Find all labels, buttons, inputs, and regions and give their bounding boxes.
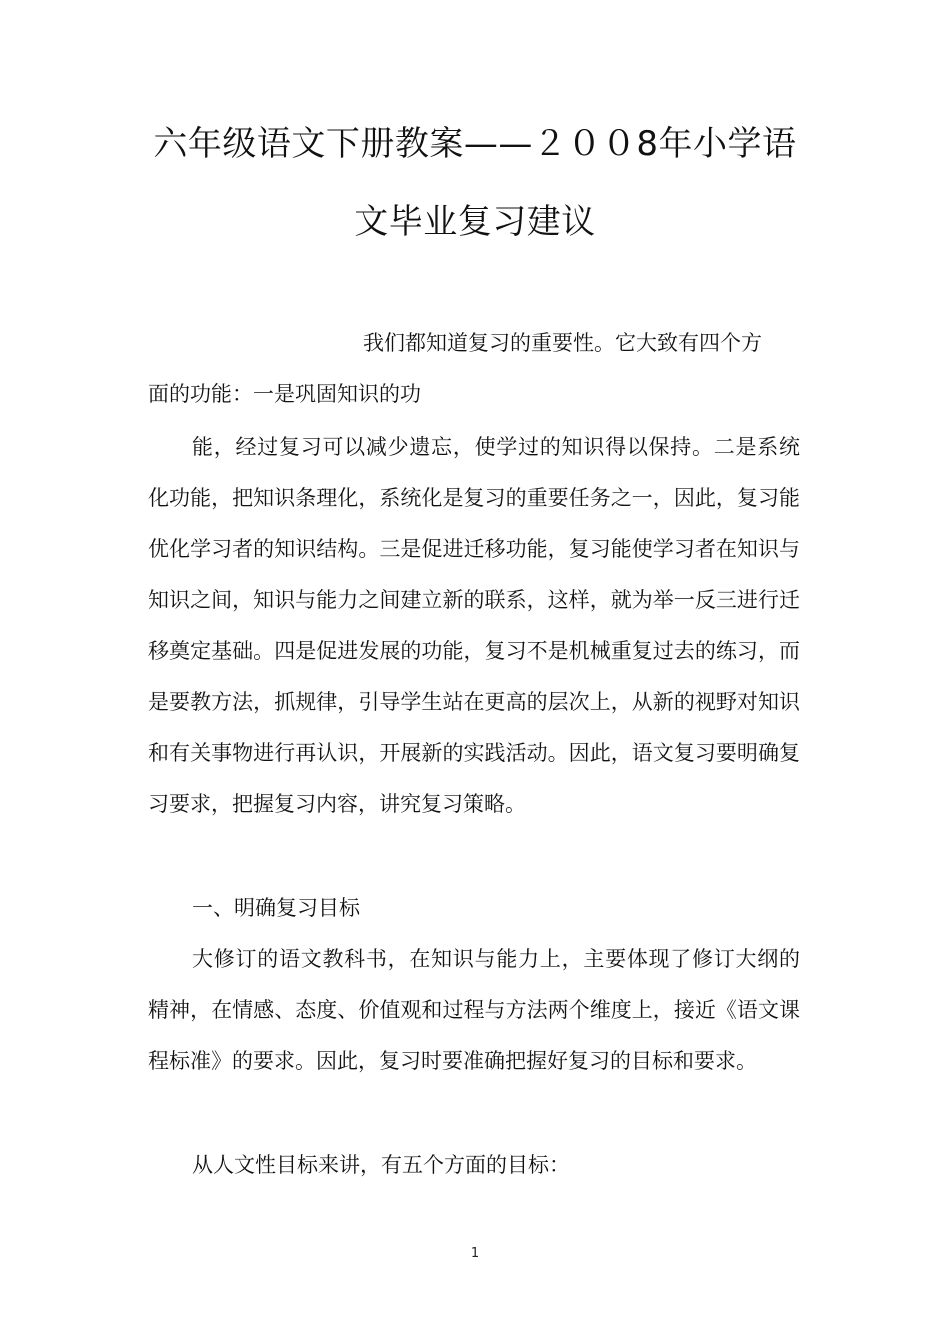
paragraph-1: 能，经过复习可以减少遗忘，使学过的知识得以保持。二是系统化功能，把知识条理化，系统化是复习的重要任务之一，因此，复习能优化学习者的知识结构。三是促进迁移功能，复习能使学习者在知识与知识之间，知识与能力之间建立新的联系，这样，就为举一反三进行迁移奠定基础。四是促进发展的功能，复习不是机械重复过去的练习，而是要教方法，抓规律，引导学生站在更高的层次上，从新的视野对知识和有关事物进行再认识，开展新的实践活动。因此，语文复习要明确复习要求，把握复习内容，讲究复习策略。 [148, 435, 800, 816]
section-heading-1: 一、明确复习目标 [192, 896, 360, 920]
intro-line-1: 我们都知道复习的重要性。它大致有四个方 [363, 331, 762, 355]
paragraph-3: 从人文性目标来讲，有五个方面的目标： [192, 1153, 570, 1177]
intro-line-2: 面的功能：一是巩固知识的功 [148, 382, 421, 406]
paragraph-2: 大修订的语文教科书，在知识与能力上，主要体现了修订大纲的精神，在情感、态度、价值观和过程与方法两个维度上，接近《语文课程标准》的要求。因此，复习时要准确把握好复习的目标和要求。 [148, 947, 800, 1073]
document-title-line-1: 六年级语文下册教案——２００8年小学语 [153, 124, 797, 164]
page-number: 1 [470, 1246, 480, 1261]
document-title-line-2: 文毕业复习建议 [354, 202, 596, 242]
